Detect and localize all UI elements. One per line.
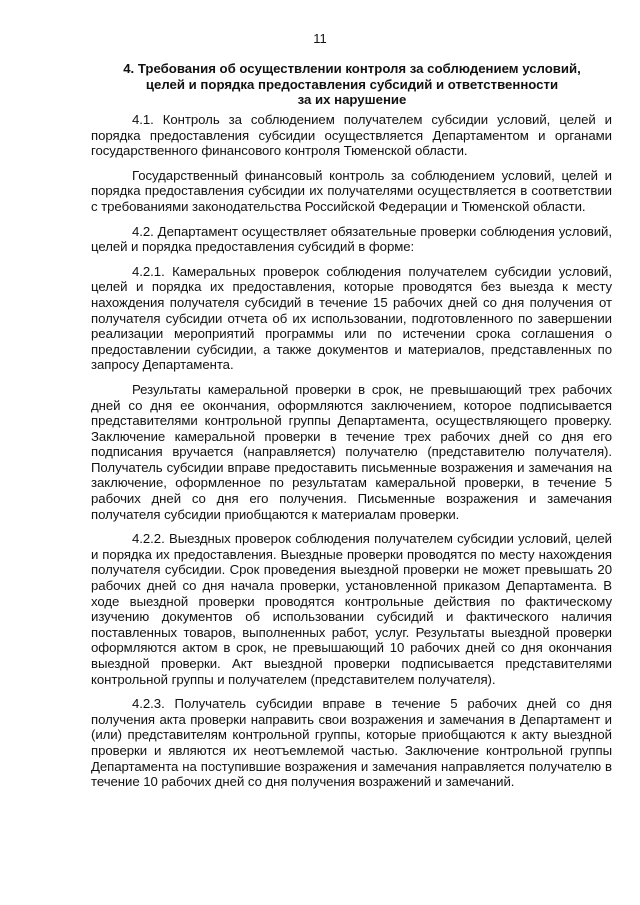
section-heading <box>92 61 612 108</box>
section-heading-line: за их нарушение <box>297 92 407 108</box>
paragraph-4-2-2: 4.2.2. Выездных проверок соблюдения получателем субсидии условий, целей и порядка их предоставления. Выездные проверки проводятся по месту нахождения получателя субсидии. Срок проведения выездной проверки не может превышать 20 рабочих дней со дня начала проверки, установленной приказом Департамента. В ходе выездной проверки проводятся контрольные действия по фактическому изучению документов об использовании субсидий и фактического наличия поставленных товаров, выполненных работ, услуг. Результаты выездной проверки оформляются актом в срок, не превышающий 10 рабочих дней со дня окончания выездной проверки. Акт выездной проверки подписывается представителями контрольной группы и получателем (представителем получателя). <box>91 531 612 687</box>
section-heading-line: целей и порядка предоставления субсидий и ответственности <box>145 76 559 92</box>
section-heading-line: 4. Требования об осуществлении контроля за соблюдением условий, <box>123 61 581 76</box>
page-number: 11 <box>313 31 327 46</box>
paragraph-4-2: 4.2. Департамент осуществляет обязательные проверки соблюдения условий, целей и порядка предоставления субсидий в форме: <box>91 223 612 255</box>
paragraph-4-2-3: 4.2.3. Получатель субсидии вправе в течение 5 рабочих дней со дня получения акта проверки направить свои возражения и замечания в Департамент и (или) представителям контрольной группы, которые приобщаются к акту выездной проверки и являются их неотъемлемой частью. Заключение контрольной группы Департамента на поступившие возражения и замечания направляется получателю в течение 10 рабочих дней со дня получения возражений и замечаний. <box>91 696 612 790</box>
document-body <box>91 112 612 799</box>
paragraph-4-1: 4.1. Контроль за соблюдением получателем субсидии условий, целей и порядка предоставления субсидии осуществляется Департаментом и органами государственного финансового контроля Тюменской области. <box>91 112 612 159</box>
paragraph-4-2-1: 4.2.1. Камеральных проверок соблюдения получателем субсидии условий, целей и порядка их предоставления, которые проводятся без выезда к месту нахождения получателя субсидий в течение 15 рабочих дней со дня получения от получателя субсидии отчета об их использовании, подготовленного по завершении реализации мероприятий программы или по истечении срока соглашения о предоставлении субсидии, а также документов и материалов, представленных по запросу Департамента. <box>91 263 612 373</box>
paragraph-desk-audit-results: Результаты камеральной проверки в срок, не превышающий трех рабочих дней со дня ее окончания, оформляются заключением, которое подписывается представителями контрольной группы Департамента, осуществляющего проверку. Заключение камеральной проверки в течение трех рабочих дней со дня его подписания вручается (направляется) получателю (представителю получателя). Получатель субсидии вправе предоставить письменные возражения и замечания на заключение, оформленное по результатам камеральной проверки, в течение 5 рабочих дней со дня его получения. Письменные возражения и замечания получателя субсидии приобщаются к материалам проверки. <box>91 381 612 522</box>
paragraph-state-control: Государственный финансовый контроль за соблюдением условий, целей и порядка предоставления субсидии их получателями осуществляется в соответствии с требованиями законодательства Российской Федерации и Тюменской области. <box>91 167 612 214</box>
